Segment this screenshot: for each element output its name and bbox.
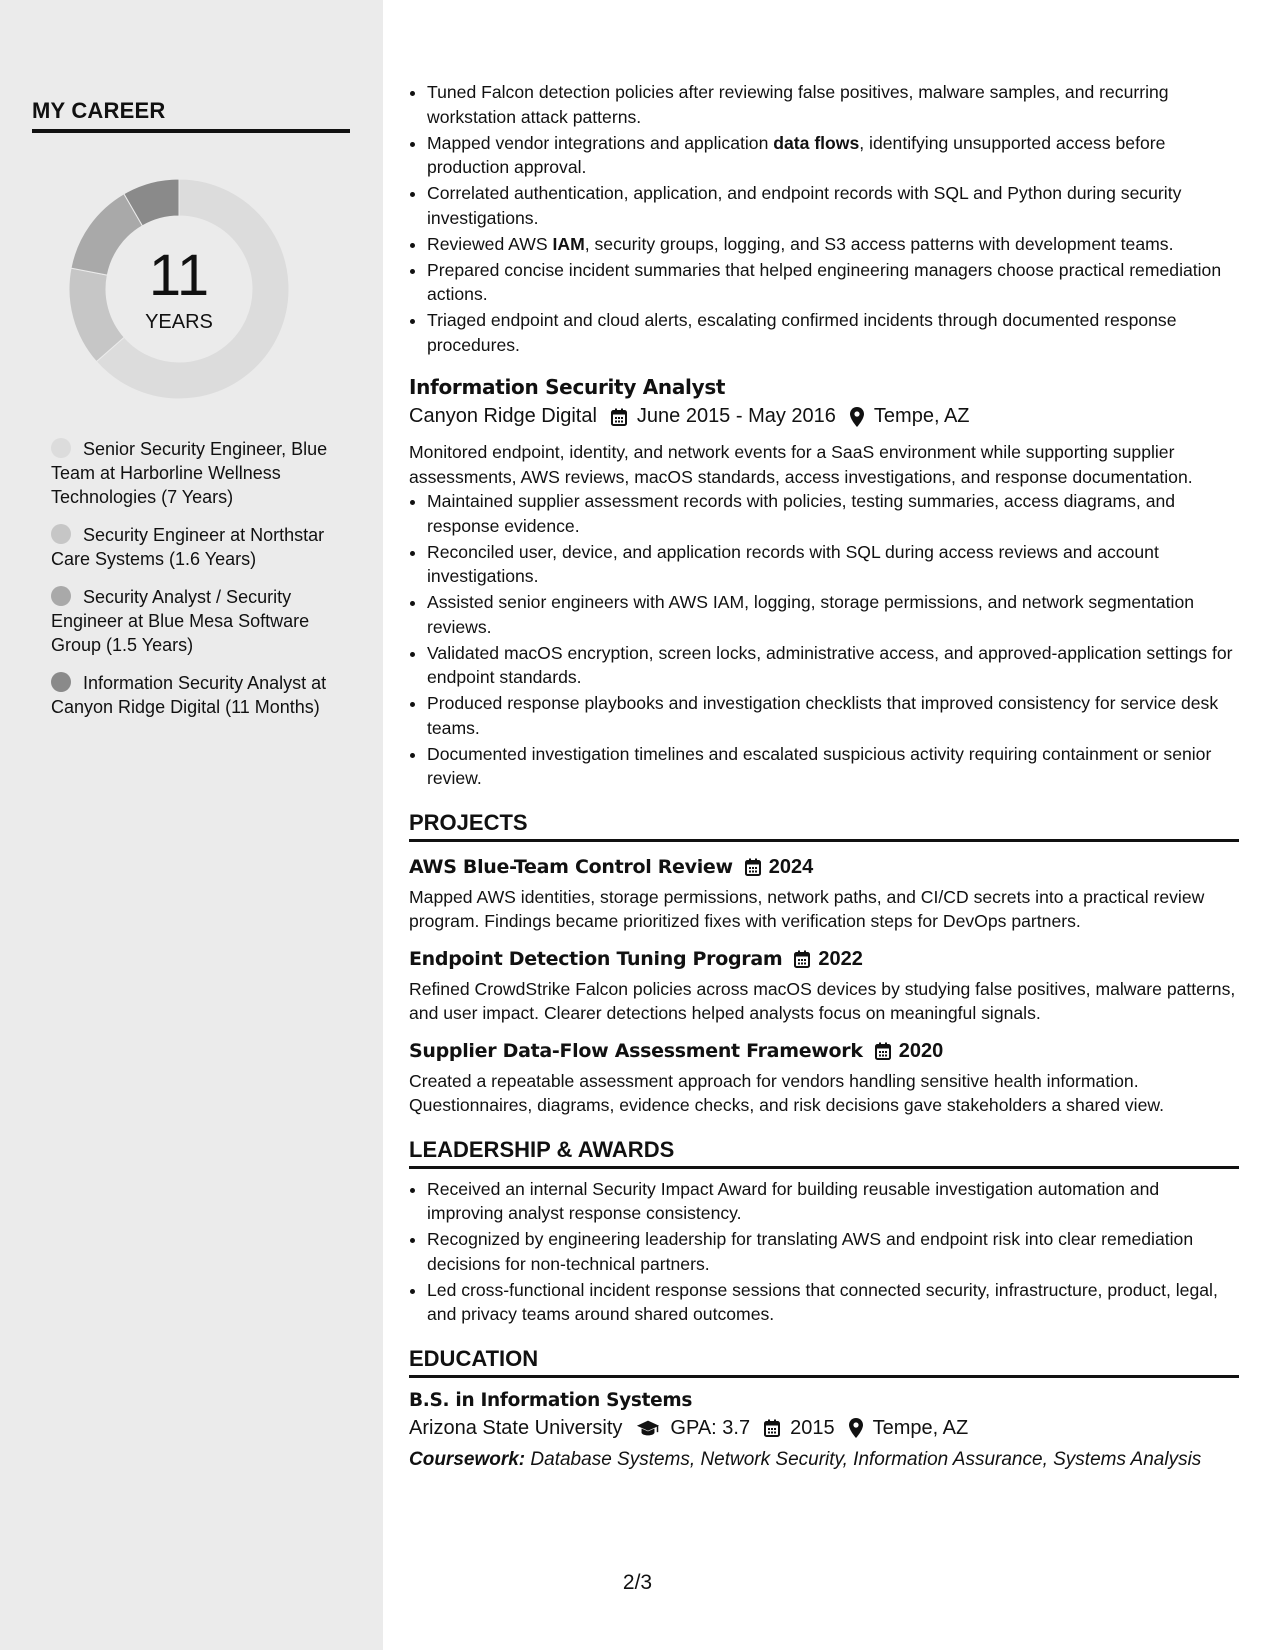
coursework-list: Database Systems, Network Security, Information Assurance, Systems Analysis xyxy=(530,1448,1202,1470)
project-year: 2022 xyxy=(818,947,863,970)
legend-dot xyxy=(51,586,71,606)
calendar-icon xyxy=(611,408,627,426)
legend-dot xyxy=(51,438,71,458)
location-pin-icon xyxy=(849,1418,863,1438)
list-item: • Prepared concise incident summaries that helped engineering managers choose practical remediation actions. xyxy=(427,258,1239,307)
list-item: • Reconciled user, device, and application records with SQL during access reviews and account investigations. xyxy=(427,540,1239,589)
sidebar xyxy=(0,0,383,1650)
legend-item xyxy=(51,437,331,509)
bullet-emphasis: data flows xyxy=(773,132,860,153)
project-description: Created a repeatable assessment approach for vendors handling sensitive health information. Questionnaires, diagrams, evidence checks, and risk decisions gave stakeholders a shared view. xyxy=(409,1070,1164,1115)
project-year: 2024 xyxy=(768,855,814,878)
list-item: • Triaged endpoint and cloud alerts, escalating confirmed incidents through documented response procedures. xyxy=(427,308,1239,357)
job-company: Canyon Ridge Digital xyxy=(409,405,597,427)
legend-dot xyxy=(51,672,71,692)
job-location: Tempe, AZ xyxy=(873,405,970,427)
coursework xyxy=(409,1448,1239,1472)
career-legend xyxy=(51,437,331,733)
project-description: Mapped AWS identities, storage permissions, network paths, and CI/CD secrets into a practical review program. Findings became prioritized fixes with verification steps for DevOps partners. xyxy=(409,886,1205,931)
job-bullets xyxy=(409,489,1239,791)
education-heading: EDUCATION xyxy=(409,1346,1239,1378)
previous-job-bullets xyxy=(409,80,1239,357)
location-pin-icon xyxy=(850,407,864,427)
project-description: Refined CrowdStrike Falcon policies across macOS devices by studying false positives, malware patterns, and user impact. Clearer detections helped analysts focus on meaningful signals. xyxy=(409,978,1236,1023)
coursework-label: Coursework: xyxy=(409,1448,526,1470)
list-item: • Recognized by engineering leadership for translating AWS and endpoint risk into clear remediation decisions for non-technical partners. xyxy=(427,1227,1239,1276)
education-meta xyxy=(409,1417,1239,1440)
job-meta xyxy=(409,405,1239,428)
degree-title: B.S. in Information Systems xyxy=(409,1389,693,1411)
project-year: 2020 xyxy=(898,1039,944,1062)
list-item: • Documented investigation timelines and escalated suspicious activity requiring containment or senior review. xyxy=(427,742,1239,791)
legend-label: Information Security Analyst at Canyon Ridge Digital (11 Months) xyxy=(51,673,327,717)
legend-label: Security Engineer at Northstar Care Systems (1.6 Years) xyxy=(51,525,325,569)
list-item: • Correlated authentication, application, and endpoint records with SQL and Python during security investigations. xyxy=(427,181,1239,230)
job-summary: Monitored endpoint, identity, and network events for a SaaS environment while supporting supplier assessments, AWS reviews, macOS standards, access investigations, and response documentation. xyxy=(409,442,1193,487)
project-title xyxy=(409,948,1239,971)
calendar-icon xyxy=(794,950,810,968)
calendar-icon xyxy=(745,858,761,876)
graduation-cap-icon xyxy=(636,1419,660,1437)
list-item: • Tuned Falcon detection policies after reviewing false positives, malware samples, and recurring workstation attack patterns. xyxy=(427,80,1239,129)
career-heading: MY CAREER xyxy=(32,98,350,133)
legend-item xyxy=(51,523,331,571)
bullet-text: , identifying unsupported access before production approval. xyxy=(427,132,1166,177)
job-dates: June 2015 - May 2016 xyxy=(636,405,836,427)
calendar-icon xyxy=(875,1042,891,1060)
school-name: Arizona State University xyxy=(409,1416,623,1439)
leadership-heading: LEADERSHIP & AWARDS xyxy=(409,1137,1239,1169)
list-item: • Led cross-functional incident response sessions that connected security, infrastructure, product, legal, and privacy teams around shared outcomes. xyxy=(427,1278,1239,1327)
legend-item xyxy=(51,671,331,719)
project-name: AWS Blue-Team Control Review xyxy=(409,856,733,878)
projects-heading: PROJECTS xyxy=(409,810,1239,842)
job-title: Information Security Analyst xyxy=(409,375,726,399)
page-number: 2/3 xyxy=(622,1571,653,1594)
legend-label: Senior Security Engineer, Blue Team at Harborline Wellness Technologies (7 Years) xyxy=(51,439,328,507)
career-total-unit: YEARS xyxy=(145,311,213,333)
gpa: GPA: 3.7 xyxy=(670,1416,751,1439)
main-content xyxy=(409,80,1239,1472)
leadership-bullets xyxy=(409,1177,1239,1327)
list-item: • Received an internal Security Impact Award for building reusable investigation automation and improving analyst response consistency. xyxy=(427,1177,1239,1226)
project-title xyxy=(409,1040,1239,1063)
bullet-text: , security groups, logging, and S3 access patterns with development teams. xyxy=(584,233,1174,254)
bullet-emphasis: IAM xyxy=(552,233,585,254)
education-location: Tempe, AZ xyxy=(872,1416,969,1439)
list-item: • Validated macOS encryption, screen locks, administrative access, and approved-application settings for endpoint standards. xyxy=(427,641,1239,690)
list-item xyxy=(427,232,1239,257)
list-item xyxy=(427,131,1239,180)
list-item: • Assisted senior engineers with AWS IAM, logging, storage permissions, and network segmentation reviews. xyxy=(427,590,1239,639)
career-total-years: 11 xyxy=(148,243,210,308)
list-item: • Maintained supplier assessment records with policies, testing summaries, access diagrams, and response evidence. xyxy=(427,489,1239,538)
list-item: • Produced response playbooks and investigation checklists that improved consistency for service desk teams. xyxy=(427,691,1239,740)
graduation-year: 2015 xyxy=(790,1416,835,1439)
legend-label: Security Analyst / Security Engineer at Blue Mesa Software Group (1.5 Years) xyxy=(51,587,310,655)
project-name: Endpoint Detection Tuning Program xyxy=(409,948,783,970)
project-title xyxy=(409,856,1239,879)
project-name: Supplier Data-Flow Assessment Framework xyxy=(409,1040,863,1062)
legend-dot xyxy=(51,524,71,544)
bullet-text: Mapped vendor integrations and application xyxy=(427,132,774,153)
legend-item xyxy=(51,585,331,657)
calendar-icon xyxy=(764,1419,780,1437)
bullet-text: Reviewed AWS xyxy=(427,233,553,254)
